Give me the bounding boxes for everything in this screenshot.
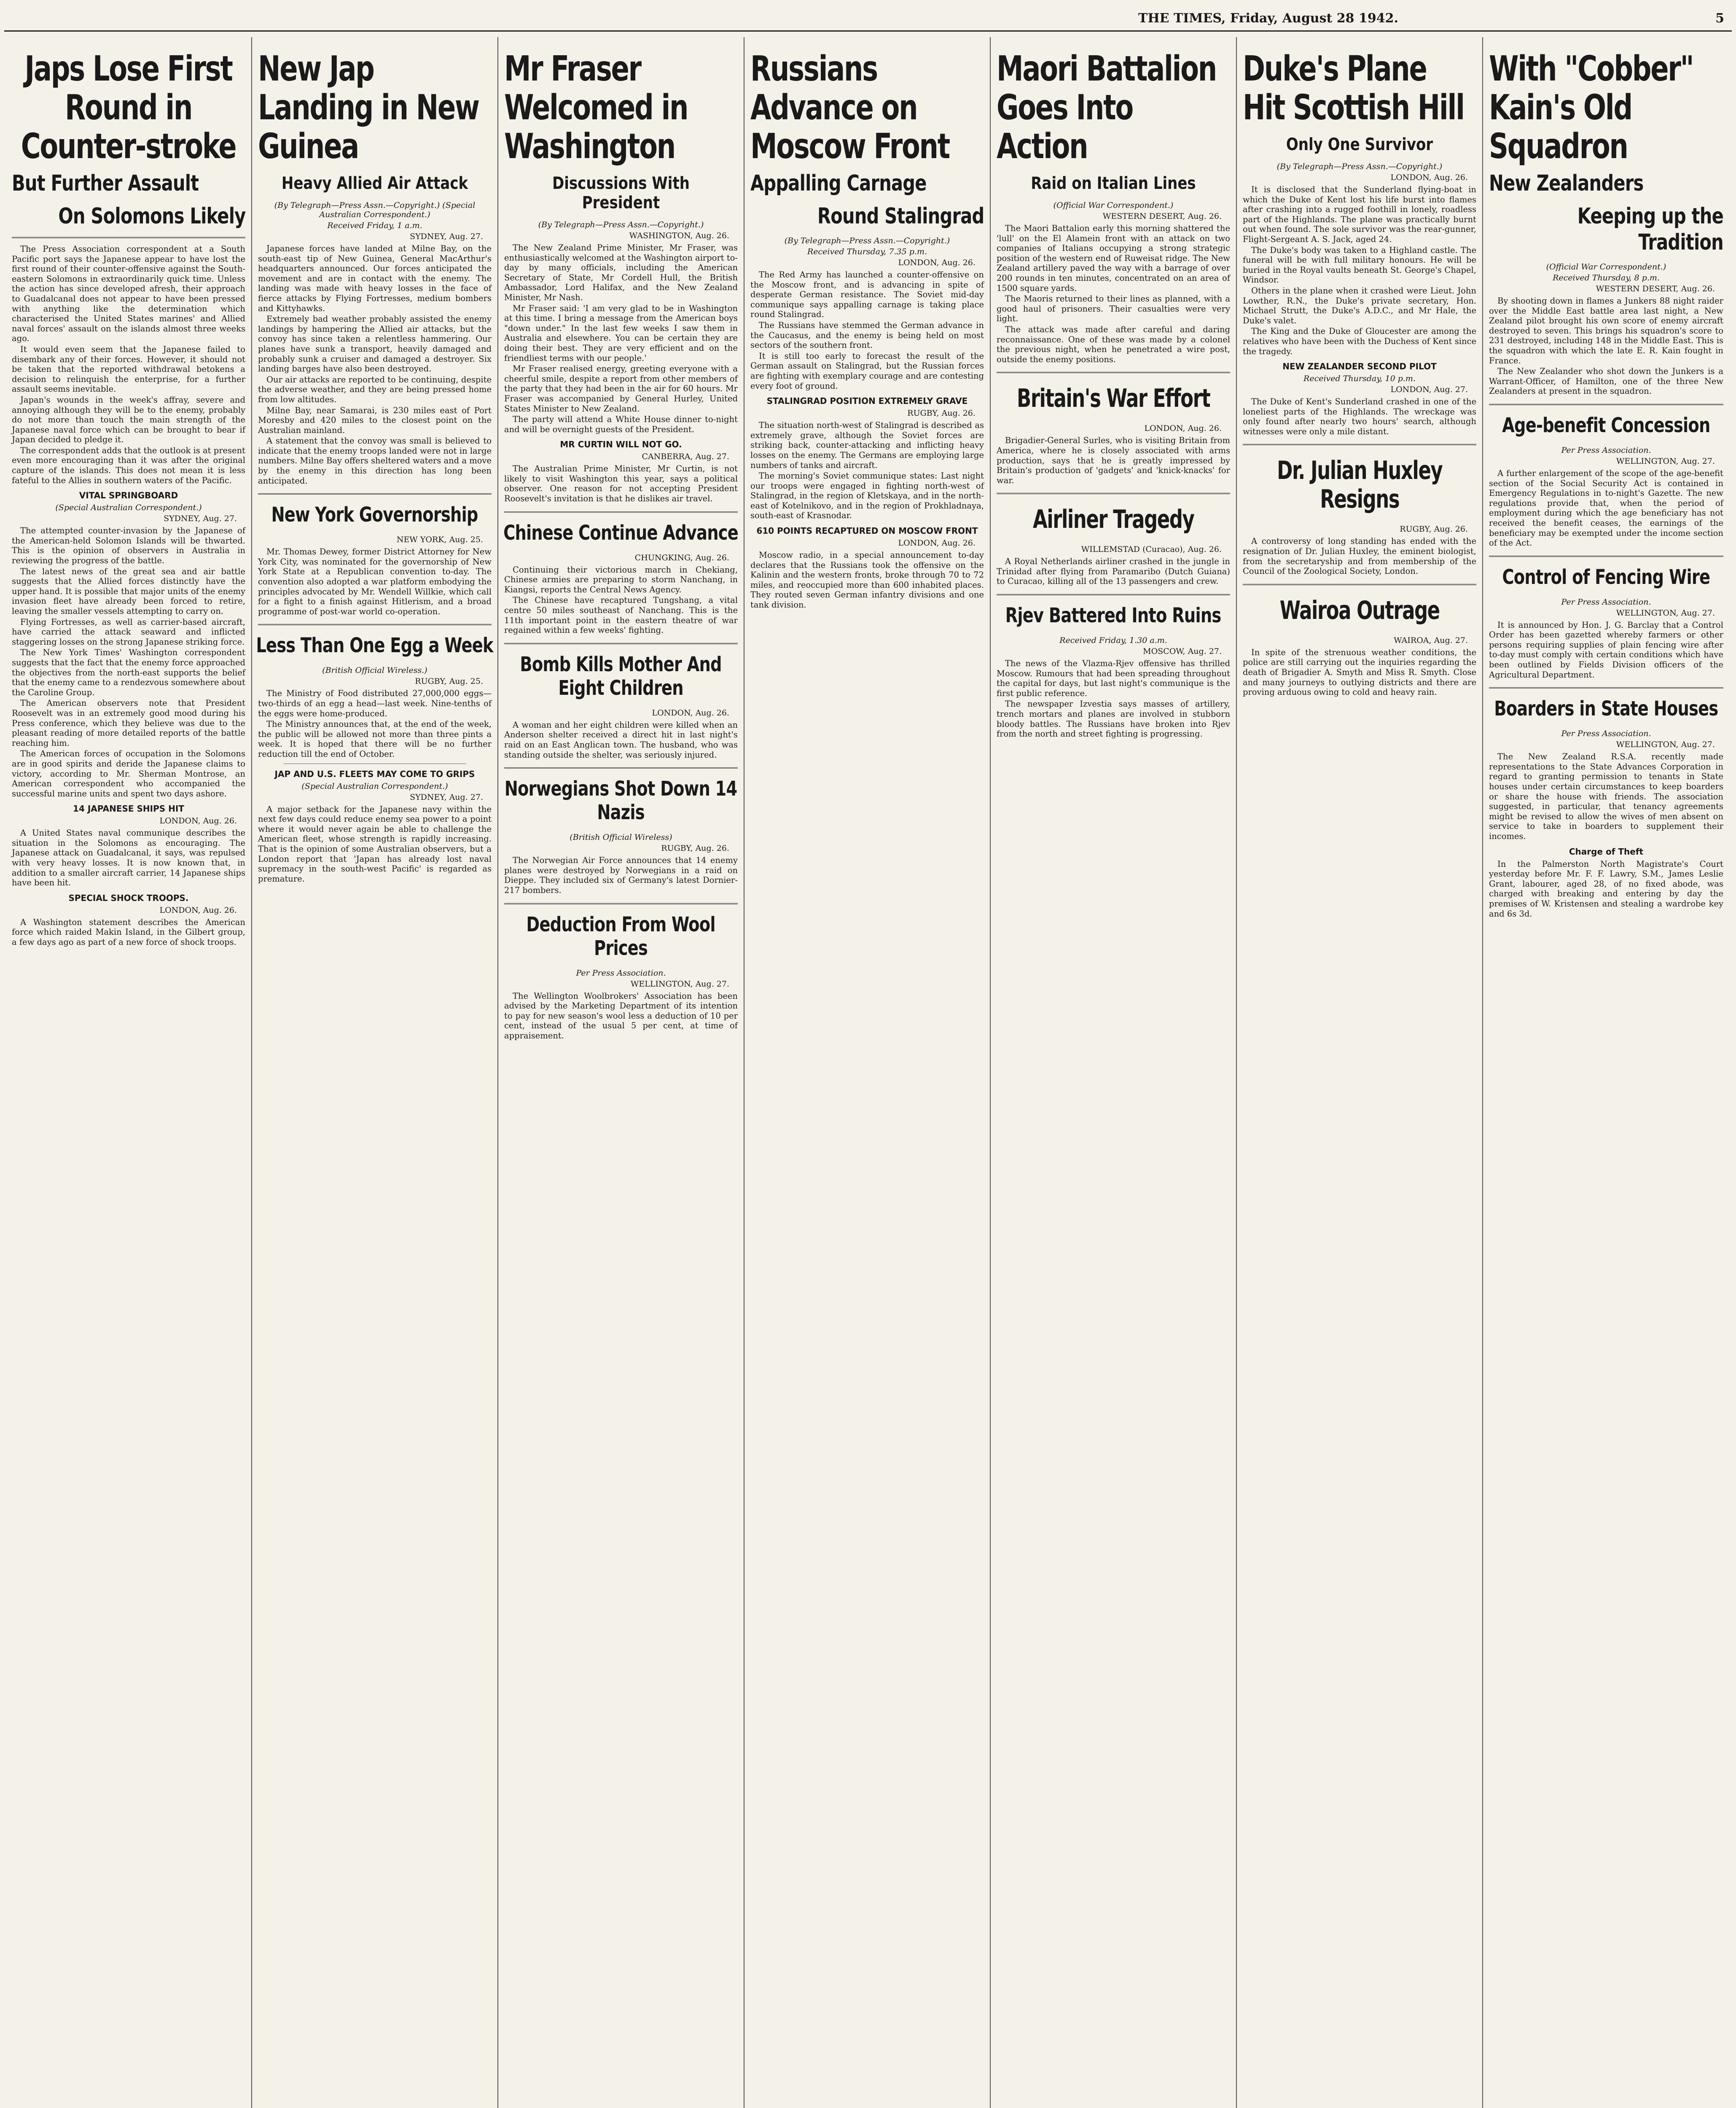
deck-new-zealanders: New Zealanders — [1489, 171, 1644, 196]
paragraph: The Red Army has launched a counter-offensive on the Moscow front, and is advancing in spite of desperate German resistance. The Soviet mid-day communique says appalling carnage is taking place round Stalingrad. — [750, 270, 984, 320]
dateline: LONDON, Aug. 26. — [898, 538, 975, 548]
dateline: WELLINGTON, Aug. 27. — [1616, 608, 1715, 618]
received: Received Friday, 1 a.m. — [327, 221, 422, 230]
dateline: CANBERRA, Aug. 27. — [642, 452, 729, 462]
deck-heavy-air-attack: Heavy Allied Air Attack — [281, 174, 468, 193]
credit: (British Official Wireless.) — [322, 666, 427, 675]
divider — [997, 594, 1230, 595]
subhead-charge-of-theft: Charge of Theft — [1569, 846, 1644, 857]
paragraph: The party will attend a White House dinner to-night and will be overnight guests of the President. — [504, 414, 738, 434]
headline-norwegians: Norwegians Shot Down 14 Nazis — [505, 777, 737, 825]
column-1 — [6, 37, 252, 2108]
paragraph: Japanese forces have landed at Milne Bay, on the south-east tip of New Guinea, General MacArthur's headquarters announced. Our forces anticipated the movement and are in contact with the enemy. The landing was made with heavy losses in the face of fierce attacks by Flying Fortresses, medium bombers and Kittyhawks. — [258, 244, 492, 313]
dateline: LONDON, Aug. 26. — [159, 905, 237, 915]
paragraph: The morning's Soviet communique states: Last night our troops were engaged in fighting north-west of Stalingrad, in the region of Kletskaya, and in the north-east of Kotelnikovo, and in the region of Prokhladnaya, south-east of Krasnodar. — [750, 471, 984, 521]
divider — [504, 767, 738, 769]
paragraph: Flying Fortresses, as well as carrier-based aircraft, have carried the attack seaward and inflicted staggering losses on the strong Japanese striking force. — [12, 617, 245, 647]
credit: Per Press Association. — [1561, 729, 1651, 739]
headline-egg-a-week: Less Than One Egg a Week — [256, 634, 494, 658]
credit: (Special Australian Correspondent.) — [301, 781, 448, 791]
headline-wool-prices: Deduction From Wool Prices — [526, 912, 716, 960]
paragraph: In the Palmerston North Magistrate's Court yesterday before Mr. F. F. Lawry, S.M., James Leslie Grant, labourer, aged 28, of no fixed abode, was charged with breaking and entering by day the premises of W. Kristensen and stealing a wardrobe key and 6s 3d. — [1489, 859, 1723, 919]
dateline: RUGBY, Aug. 26. — [907, 409, 975, 418]
dateline: WELLINGTON, Aug. 27. — [1616, 740, 1715, 750]
dateline: LONDON, Aug. 26. — [898, 258, 975, 267]
dateline: LONDON, Aug. 26. — [159, 816, 237, 826]
dateline: NEW YORK, Aug. 25. — [396, 535, 483, 545]
column-7 — [1483, 37, 1729, 2108]
column-4 — [744, 37, 991, 2108]
paragraph: The New Zealand Prime Minister, Mr Fraser, was enthusiastically welcomed at the Washington airport to-day by many officials, including the American Secretary of State, Mr Cordell Hull, the British Ambassador, Lord Halifax, and the New Zealand Minister, Mr Nash. — [504, 243, 738, 302]
divider — [258, 624, 492, 625]
paragraph: Japan's wounds in the week's affray, severe and annoying although they will be to the enemy, probably do not more than touch the main strength of the Japanese naval force which can be brought to bear if Japan decided to pledge it. — [12, 395, 245, 445]
dateline: WELLINGTON, Aug. 27. — [630, 979, 729, 989]
headline-bomb-kills: Bomb Kills Mother And Eight Children — [520, 652, 722, 700]
subhead-610-points: 610 POINTS RECAPTURED ON MOSCOW FRONT — [756, 526, 978, 536]
paragraph: Mr Fraser realised energy, greeting everyone with a cheerful smile, despite a report from other members of the party that they had been in the air for 60 hours. Mr Fraser was accompanied by General Hurley, United States Minister to New Zealand. — [504, 364, 738, 414]
masthead-rule — [4, 30, 1732, 32]
subhead-curtin: MR CURTIN WILL NOT GO. — [560, 439, 682, 450]
paragraph: A woman and her eight children were killed when an Anderson shelter received a direct hit in last night's raid on an East Anglican town. The husband, who was standing outside the shelter, was seriously injured. — [504, 720, 738, 760]
headline-cobber-kain: With "Cobber" Kain's Old Squadron — [1489, 49, 1693, 167]
dateline: LONDON, Aug. 26. — [1144, 424, 1222, 433]
divider — [1243, 584, 1476, 585]
paragraph: The New York Times' Washington correspondent suggests that the fact that the enemy force approached the objectives from the north-east supports the belief that the enemy came to a rendezvous somewhere about the Caroline Group. — [12, 648, 245, 697]
dateline: MOSCOW, Aug. 27. — [1143, 647, 1222, 656]
paragraph: The correspondent adds that the outlook is at present even more encouraging than it was after the original capture of the islands. This does not mean it is less fateful to the Allies in southern waters of the Pacific. — [12, 445, 245, 485]
received: Received Thursday, 10 p.m. — [1303, 374, 1416, 384]
headline-maori-battalion: Maori Battalion Goes Into Action — [997, 49, 1216, 167]
column-5 — [991, 37, 1237, 2108]
subhead-fleets-grips: JAP AND U.S. FLEETS MAY COME TO GRIPS — [274, 769, 475, 779]
deck-tradition: Keeping up the Tradition — [1577, 204, 1723, 255]
paragraph: Mr Fraser said: 'I am very glad to be in Washington at this time. I bring a message from the American boys "down under." In the last few weeks I saw them in Australia and elsewhere. You can be certain they are doing their best. They are very efficient and on the friendliest terms with our people.' — [504, 303, 738, 363]
headline-chinese-advance: Chinese Continue Advance — [503, 521, 739, 545]
divider — [997, 493, 1230, 494]
dateline: WELLINGTON, Aug. 27. — [1616, 456, 1715, 466]
paragraph: Moscow radio, in a special announcement to-day declares that the Russians took the offensive on the Kalinin and the western fronts, broke through 70 to 72 miles, and reoccupied more than 600 inhabited places. They routed seven German infantry divisions and one tank division. — [750, 550, 984, 610]
deck-solomons: On Solomons Likely — [58, 204, 246, 229]
headline-fencing-wire: Control of Fencing Wire — [1502, 565, 1710, 589]
subhead-nz-pilot: NEW ZEALANDER SECOND PILOT — [1282, 361, 1437, 372]
divider — [504, 643, 738, 644]
divider — [1489, 687, 1723, 688]
deck-discussions: Discussions With President — [552, 174, 690, 212]
deck-further-assault: But Further Assault — [12, 171, 199, 196]
dateline: SYDNEY, Aug. 27. — [410, 232, 483, 241]
divider — [504, 511, 738, 513]
deck-one-survivor: Only One Survivor — [1286, 135, 1433, 154]
credit: (By Telegraph—Press Assn.—Copyright.) — [538, 220, 704, 229]
divider — [504, 903, 738, 904]
paragraph: Extremely bad weather probably assisted the enemy landings by hampering the Allied air attacks, but the convoy has since taken a relentless hammering. Our planes have sunk a transport, heavily damaged and probably sunk a cruiser and damaged a destroyer. Six landing barges have also been destroyed. — [258, 314, 492, 374]
paragraph: The King and the Duke of Gloucester are among the relatives who have been with the Duchess of Kent since the tragedy. — [1243, 326, 1476, 356]
paragraph: The attack was made after careful and daring reconnaissance. One of these was made by a colonel the previous night, when he penetrated a wire post, outside the enemy positions. — [997, 324, 1230, 364]
credit: (By Telegraph—Press Assn.—Copyright.) — [1276, 162, 1443, 171]
paragraph: The Duke's body was taken to a Highland castle. The funeral will be with full military honours. He will be buried in the Royal vaults beneath St. George's Chapel, Windsor. — [1243, 245, 1476, 285]
paragraph: It is disclosed that the Sunderland flying-boat in which the Duke of Kent lost his life burst into flames after crashing into a rugged foothill in lonely, roadless part of the Highlands. The plane was practically burnt out when found. The sole survivor was the rear-gunner, Flight-Sergeant A. S. Jack, aged 24. — [1243, 185, 1476, 244]
paragraph: A Washington statement describes the American force which raided Makin Island, in the Gilbert group, a few days ago as part of a new force of shock troops. — [12, 917, 245, 947]
paragraph: The newspaper Izvestia says masses of artillery, trench mortars and planes are involved in stubborn bloody battles. The Russians have broken into Rjev from the north and street fighting is progressing. — [997, 699, 1230, 739]
received: Received Friday, 1.30 a.m. — [1059, 636, 1167, 645]
credit: Per Press Association. — [576, 968, 666, 978]
paragraph: It is announced by Hon. J. G. Barclay that a Control Order has been gazetted whereby farmers or other persons requiring supplies of plain fencing wire after to-day must comply with certain conditions which have been outlined by Fields Division officers of the Agricultural Department. — [1489, 620, 1723, 680]
paragraph: Our air attacks are reported to be continuing, despite the adverse weather, and they are being pressed home from low altitudes. — [258, 374, 492, 404]
headline-age-benefit: Age-benefit Concession — [1502, 413, 1710, 437]
divider — [258, 493, 492, 495]
paragraph: Milne Bay, near Samarai, is 230 miles east of Port Moresby and 420 miles to the closest point on the Australian mainland. — [258, 405, 492, 435]
dateline: CHUNGKING, Aug. 26. — [634, 553, 729, 562]
headline-japs-lose: Japs Lose First Round in Counter-stroke — [21, 49, 236, 167]
subhead-shock-troops: SPECIAL SHOCK TROOPS. — [68, 893, 189, 903]
paper-dateline: THE TIMES, Friday, August 28 1942. — [1138, 11, 1398, 26]
dateline: WAIROA, Aug. 27. — [1394, 635, 1468, 645]
paragraph: Brigadier-General Surles, who is visiting Britain from America, where he is closely associated with arms production, says that he is greatly impressed by Britain's production of 'gadgets' and 'knick-knacks' for war. — [997, 436, 1230, 485]
column-6 — [1237, 37, 1483, 2108]
dateline: SYDNEY, Aug. 27. — [164, 514, 237, 524]
divider — [997, 372, 1230, 373]
dateline: RUGBY, Aug. 26. — [1400, 524, 1468, 534]
dateline: WESTERN DESERT, Aug. 26. — [1596, 284, 1715, 293]
divider — [1489, 556, 1723, 557]
paragraph: A United States naval communique describes the situation in the Solomons as encouraging. The Japanese attack on Guadalcanal, it says, was repulsed with very heavy losses. It is now known that, in addition to a smaller aircraft carrier, 14 Japanese ships have been hit. — [12, 828, 245, 888]
paragraph: The Chinese have recaptured Tungshang, a vital centre 50 miles southeast of Nanchang. This is the 11th important point in the eastern theatre of war regained within a few weeks' fighting. — [504, 595, 738, 635]
paragraph: A controversy of long standing has ended with the resignation of Dr. Julian Huxley, the eminent biologist, from the secretaryship and from membership of the Council of the Zoological Society, London. — [1243, 536, 1476, 576]
paragraph: The Ministry of Food distributed 27,000,000 eggs—two-thirds of an egg a head—last week. Nine-tenths of the eggs were home-produced. — [258, 688, 492, 718]
received: Received Thursday, 8 p.m. — [1553, 273, 1660, 282]
paragraph: The Duke of Kent's Sunderland crashed in one of the loneliest parts of the Highlands. The wreckage was only found after nearly two hours' search, although witnesses were only a mile distant. — [1243, 397, 1476, 436]
headline-russians-advance: Russians Advance on Moscow Front — [750, 49, 949, 167]
paragraph: By shooting down in flames a Junkers 88 night raider over the Middle East battle area last night, a New Zealand pilot brought his own score of enemy aircraft destroyed to seven. This brings his squadron's score to 231 destroyed, including 148 in the Middle East. This is the squadron with which the late E. R. Kain fought in France. — [1489, 296, 1723, 366]
subhead-stalingrad-grave: STALINGRAD POSITION EXTREMELY GRAVE — [766, 396, 968, 406]
paragraph: Mr. Thomas Dewey, former District Attorney for New York City, was nominated for the governorship of New York State at a Republican convention to-day. The convention also adopted a war platform embodying the principles advocated by Mr. Wendell Willkie, which call for a fight to a finish against Hitlerism, and a broad programme of post-war world co-operation. — [258, 547, 492, 616]
dateline: WESTERN DESERT, Aug. 26. — [1102, 212, 1222, 221]
page-number: 5 — [1715, 11, 1724, 26]
paragraph: A Royal Netherlands airliner crashed in the jungle in Trinidad after flying from Paramaribo (Dutch Guiana) to Curacao, killing all of the 13 passengers and crew. — [997, 557, 1230, 586]
paragraph: The New Zealander who shot down the Junkers is a Warrant-Officer, of Hamilton, one of the three New Zealanders at present in the squadron. — [1489, 366, 1723, 396]
paragraph: It would even seem that the Japanese failed to disembark any of their forces. However, it should not be taken that the reported withdrawal betokens a decision to relinquish the enterprise, for a further assault seems inevitable. — [12, 344, 245, 394]
paragraph: The Maori Battalion early this morning shattered the 'lull' on the El Alamein front with an attack on two companies of Italians occupying a strong strategic position of the western end of Ruweisat ridge. The New Zealand artillery paved the way with a barrage of over 200 rounds in ten minutes, concentrated on an area of 1500 square yards. — [997, 223, 1230, 293]
headline-airliner: Airliner Tragedy — [1032, 505, 1194, 535]
paragraph: The Wellington Woolbrokers' Association has been advised by the Marketing Department of its intention to pay for new season's wool less a deduction of 10 per cent, instead of the usual 5 per cent, at time of appraisement. — [504, 991, 738, 1041]
credit: (British Official Wireless) — [570, 833, 672, 842]
deck-carnage: Appalling Carnage — [750, 171, 927, 196]
newspaper-columns — [6, 37, 1730, 2108]
headline-boarders: Boarders in State Houses — [1494, 697, 1718, 721]
deck-stalingrad: Round Stalingrad — [817, 204, 984, 229]
headline-war-effort: Britain's War Effort — [1016, 384, 1210, 414]
paragraph: The situation north-west of Stalingrad is described as extremely grave, although the Soviet forces are striking back, counter-attacking and inflicting heavy losses on the enemy. The Germans are employing large numbers of tanks and aircraft. — [750, 420, 984, 470]
paragraph: The Maoris returned to their lines as planned, with a good haul of prisoners. Their casualties were very light. — [997, 294, 1230, 324]
paragraph: A major setback for the Japanese navy within the next few days could reduce enemy sea power to a point where it would never again be able to challenge the American fleet, whose strength is rapidly increasing. That is the opinion of some Australian observers, but a London report that 'Japan has already lost naval supremacy in the south-west Pacific' is regarded as premature. — [258, 804, 492, 884]
received: Received Thursday, 7.35 p.m. — [807, 247, 927, 256]
headline-ny-governorship: New York Governorship — [271, 503, 478, 527]
dateline: RUGBY, Aug. 26. — [661, 844, 729, 853]
paragraph: The Press Association correspondent at a South Pacific port says the Japanese appear to have lost the first round of their counter-offensive against the South-eastern Solomons in extraordinarily quick time. Unless the action has since developed afresh, their approach to Guadalcanal does not appear to have been pressed with anything like the determination which characterised the United States marines' and Allied naval forces' assault on the islands almost three weeks ago. — [12, 244, 245, 344]
paragraph: The American observers note that President Roosevelt was in an extremely good mood during his Press conference, which they believe was due to the pleasant reading of more detailed reports of the battle reaching him. — [12, 698, 245, 748]
divider — [12, 237, 245, 238]
credit: Per Press Association. — [1561, 597, 1651, 607]
dateline: WILLEMSTAD (Curacao), Aug. 26. — [1081, 545, 1222, 554]
credit: (By Telegraph—Press Assn.—Copyright.) (Special Australian Correspondent.) — [274, 201, 476, 219]
paragraph: It is still too early to forecast the result of the German assault on Stalingrad, but the Russian forces are fighting with exemplary courage and are contesting every foot of ground. — [750, 351, 984, 391]
dateline: LONDON, Aug. 26. — [652, 708, 729, 718]
headline-huxley: Dr. Julian Huxley Resigns — [1276, 456, 1443, 514]
paragraph: The New Zealand R.S.A. recently made representations to the State Advances Corporation in regard to granting permission to tenants in State houses under certain circumstances to keep boarders or share the house with friends. The association suggested, in particular, that tenancy agreements might be revised to allow the wives of men absent on service to take in boarders to supplement their incomes. — [1489, 752, 1723, 841]
headline-rjev: Rjev Battered Into Ruins — [1005, 604, 1221, 628]
paragraph: The latest news of the great sea and air battle suggests that the Allied forces distinctly have the upper hand. It is possible that major units of the enemy invasion fleet have already been forced to retire, leaving the smaller vessels attempting to carry on. — [12, 566, 245, 616]
paragraph: A statement that the convoy was small is believed to indicate that the enemy troops landed were not in large numbers. Milne Bay offers sheltered waters and a move by the enemy in this direction has long been anticipated. — [258, 436, 492, 486]
credit: (Official War Correspondent.) — [1546, 262, 1666, 272]
column-3 — [498, 37, 744, 2108]
paragraph: The Russians have stemmed the German advance in the Caucasus, and the enemy is being held on most sectors of the southern front. — [750, 320, 984, 350]
paragraph: The Norwegian Air Force announces that 14 enemy planes were destroyed by Norwegians in a raid on Dieppe. They included six of Germany's latest Dornier-217 bombers. — [504, 855, 738, 895]
paragraph: Others in the plane when it crashed were Lieut. John Lowther, R.N., the Duke's private secretary, Hon. Michael Strutt, the Duke's A.D.C., and Mr Hale, the Duke's valet. — [1243, 285, 1476, 325]
paragraph: The news of the Vlazma-Rjev offensive has thrilled Moscow. Rumours that had been spreading throughout the capital for days, but last night's communique is the first public reference. — [997, 659, 1230, 698]
headline-fraser-welcomed: Mr Fraser Welcomed in Washington — [504, 49, 688, 167]
paragraph: In spite of the strenuous weather conditions, the police are still carrying out the inquiries regarding the death of Brigadier A. Smyth and Miss R. Smyth. Close and many journeys to outlying districts and there are proving arduous owing to cold and heavy rain. — [1243, 647, 1476, 697]
divider — [1243, 444, 1476, 445]
divider — [1489, 404, 1723, 405]
credit: Per Press Association. — [1561, 445, 1651, 455]
headline-new-jap-landing: New Jap Landing in New Guinea — [258, 49, 479, 167]
subhead-vital-springboard: VITAL SPRINGBOARD — [79, 490, 178, 501]
dateline: SYDNEY, Aug. 27. — [410, 792, 483, 802]
dateline: RUGBY, Aug. 25. — [415, 677, 483, 686]
column-2 — [252, 37, 498, 2108]
credit: (By Telegraph—Press Assn.—Copyright.) — [784, 236, 950, 245]
credit: (Official War Correspondent.) — [1053, 201, 1174, 210]
dateline: WASHINGTON, Aug. 26. — [629, 231, 729, 240]
dateline: LONDON, Aug. 26. — [1390, 173, 1468, 182]
masthead — [1138, 8, 1724, 29]
paragraph: The American forces of occupation in the Solomons are in good spirits and deride the Japanese claims to victory, according to Mr. Sherman Montrose, an American correspondent who accompanied the successful marine units and spent two days ashore. — [12, 749, 245, 799]
paragraph: A further enlargement of the scope of the age-benefit section of the Social Security Act is contained in Emergency Regulations in to-night's Gazette. The new regulations provide that, when the period of employment during which the age beneficiary has not received the benefit ceases, the earnings of the beneficiary may be exempted under the income section of the Act. — [1489, 468, 1723, 548]
paragraph: The attempted counter-invasion by the Japanese of the American-held Solomon Islands will be thwarted. This is the opinion of observers in Australia in reviewing the progress of the battle. — [12, 526, 245, 566]
subhead-14-ships: 14 JAPANESE SHIPS HIT — [73, 804, 184, 814]
credit: (Special Australian Correspondent.) — [55, 503, 202, 513]
paragraph: The Ministry announces that, at the end of the week, the public will be allowed not more than three pints a week. It is hoped that there will be no further reduction till the end of October. — [258, 719, 492, 759]
deck-raid-italian: Raid on Italian Lines — [1031, 174, 1196, 193]
paragraph: Continuing their victorious march in Chekiang, Chinese armies are preparing to storm Nanchang, in Kiangsi, reports the Central News Agency. — [504, 565, 738, 594]
dateline: LONDON, Aug. 27. — [1390, 385, 1468, 395]
headline-dukes-plane: Duke's Plane Hit Scottish Hill — [1243, 49, 1464, 128]
paragraph: The Australian Prime Minister, Mr Curtin, is not likely to visit Washington this year, says a political observer. One reason for not accepting President Roosevelt's invitation is that he dislikes air travel. — [504, 464, 738, 504]
headline-wairoa: Wairoa Outrage — [1279, 595, 1440, 625]
